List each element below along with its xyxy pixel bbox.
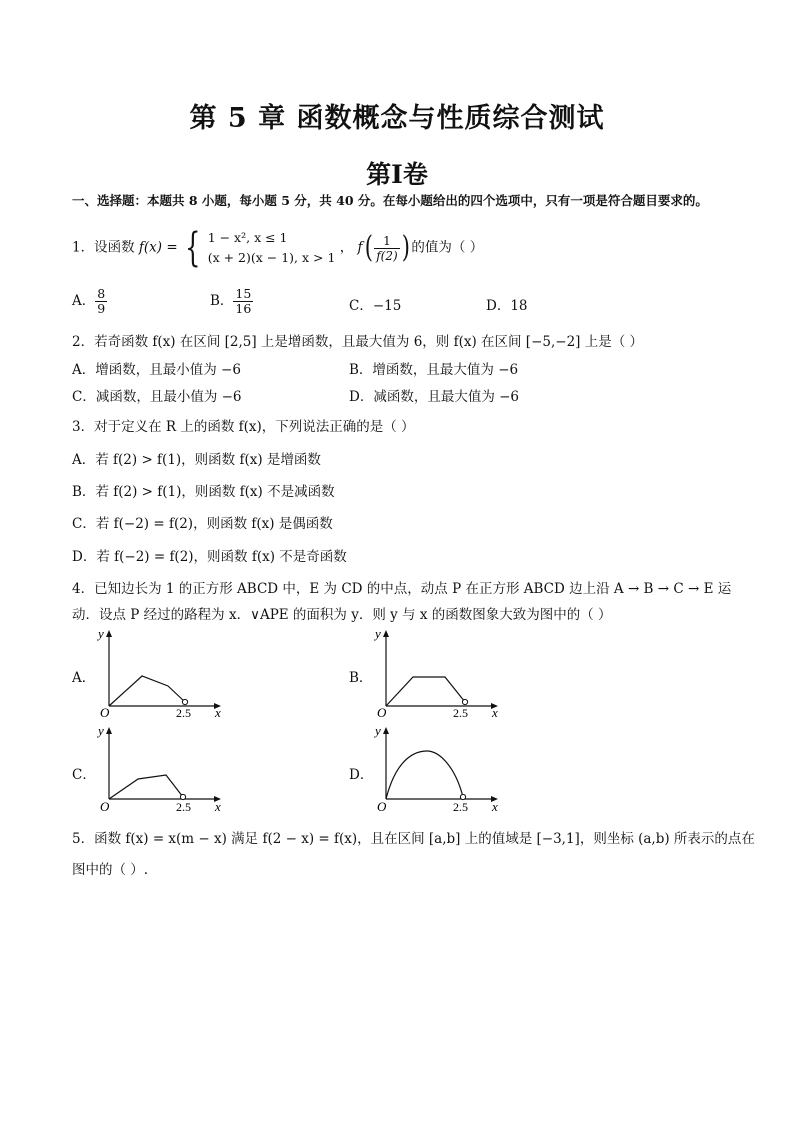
fraction-1-over-f2: $\frac{1}{f(2)}$ (376, 233, 398, 263)
q2-option-c: C．减函数，且最小值为 −6 (72, 389, 242, 405)
question-2-stem: 2．若奇函数 f(x) 在区间 [2,5] 上是增函数，且最大值为 6，则 f(x) 在区间 [−5,−2] 上是（ ） (72, 334, 644, 350)
q4-option-c-label: C． (72, 767, 96, 783)
question-3-stem: 3．对于定义在 R 上的函数 f(x)，下列说法正确的是（ ） (72, 419, 415, 435)
svg-text:y: y (375, 723, 381, 738)
question-4-stem-line1: 4．已知边长为 1 的正方形 ABCD 中，E 为 CD 的中点，动点 P 在正方形 ABCD 边上沿 A → B → C → E 运 (72, 581, 732, 597)
svg-text:y: y (98, 723, 104, 738)
q4-option-b-label: B． (349, 670, 373, 686)
q3-option-a: A．若 f(2) > f(1)，则函数 f(x) 是增函数 (72, 452, 321, 468)
q1-option-a: A． $\frac{8}{9}$ (72, 286, 106, 316)
svg-text:2.5: 2.5 (453, 800, 468, 814)
svg-text:x: x (492, 705, 498, 720)
page-subtitle: 第Ⅰ卷 (366, 160, 428, 189)
question-5-stem-line2: 图中的（ ）. (72, 862, 149, 878)
q2-option-b: B．增函数，且最大值为 −6 (349, 362, 519, 378)
x-axis-label: x (215, 705, 221, 720)
q1-option-b: B． $\frac{15}{16}$ (210, 286, 252, 316)
question-1-stem: 1．设函数 f(x) = { 1 − x², x ≤ 1 (x + 2)(x − 1), x > 1 ， f( $\frac{1}{f(2)}$ ) 的值为（ ） (72, 225, 484, 271)
svg-text:O: O (377, 705, 387, 720)
piecewise-brace: { (185, 225, 201, 271)
q1-option-c: C．−15 (349, 298, 402, 314)
svg-text:O: O (100, 799, 110, 814)
q4-graph-a (92, 624, 232, 720)
page-title: 第 5 章 函数概念与性质综合测试 (189, 103, 605, 134)
q4-graph-b (369, 624, 509, 720)
question-5-stem-line1: 5．函数 f(x) = x(m − x) 满足 f(2 − x) = f(x)，且在区间 [a,b] 上的值域是 [−3,1]，则坐标 (a,b) 所表示的点在 (72, 831, 755, 847)
q2-option-a: A．增函数，且最小值为 −6 (72, 362, 241, 378)
q1-option-d: D．18 (486, 298, 528, 314)
q3-option-b: B．若 f(2) > f(1)，则函数 f(x) 不是减函数 (72, 484, 335, 500)
svg-text:y: y (375, 626, 381, 641)
svg-text:O: O (377, 799, 387, 814)
q3-option-c: C．若 f(−2) = f(2)，则函数 f(x) 是偶函数 (72, 516, 333, 532)
q3-option-d: D．若 f(−2) = f(2)，则函数 f(x) 不是奇函数 (72, 549, 347, 565)
svg-text:x: x (215, 799, 221, 814)
origin-label: O (100, 705, 110, 720)
tick-label: 2.5 (176, 706, 191, 720)
svg-text:2.5: 2.5 (176, 800, 191, 814)
svg-text:x: x (492, 799, 498, 814)
piecewise-cases: 1 − x², x ≤ 1 (x + 2)(x − 1), x > 1 (207, 230, 336, 265)
q4-graph-d (369, 721, 509, 817)
svg-text:2.5: 2.5 (453, 706, 468, 720)
y-axis-label: y (98, 626, 104, 641)
question-4-stem-line2: 动．设点 P 经过的路程为 x．∨APE 的面积为 y．则 y 与 x 的函数图象大致为图中的（ ） (72, 607, 612, 623)
q4-option-d-label: D． (349, 767, 374, 783)
q4-option-a-label: A． (72, 670, 96, 686)
q2-option-d: D．减函数，且最大值为 −6 (349, 389, 520, 405)
section-instructions: 一、选择题：本题共 8 小题，每小题 5 分，共 40 分。在每小题给出的四个选项中，只有一项是符合题目要求的。 (72, 193, 708, 208)
q4-graph-c (92, 721, 232, 817)
